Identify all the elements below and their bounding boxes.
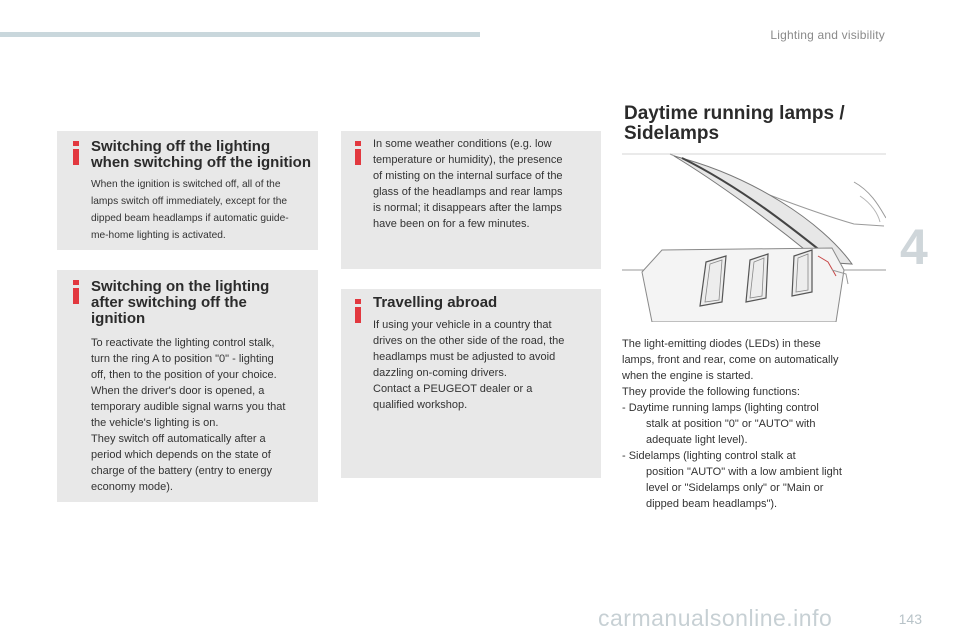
chapter-number: 4 bbox=[900, 219, 928, 275]
info-icon bbox=[73, 141, 81, 167]
info-box-travelling-abroad bbox=[341, 289, 601, 478]
section-title: Lighting and visibility bbox=[770, 28, 885, 42]
rear-lamp-illustration bbox=[622, 152, 886, 322]
watermark: carmanualsonline.info bbox=[598, 605, 833, 631]
info-box-switching-on bbox=[57, 270, 318, 502]
info-icon bbox=[355, 299, 363, 325]
box-title: Switching off the lighting when switching off the ignition bbox=[91, 138, 311, 171]
top-rule bbox=[0, 32, 480, 37]
daytime-lamps-text: The light-emitting diodes (LEDs) in these lamps, front and rear, come on automatically when the engine is started. They provide the following functions: - Daytime running lamps (lighting control stalk at position "0" or "AUTO" with adequate light level). - Sidelamps (lighting control stalk at position "AUTO" with a low ambient light level or "Sidelamps only" or "Main or dipped beam headlamps"). bbox=[622, 338, 842, 510]
page-number: 143 bbox=[898, 611, 922, 627]
box-title: Travelling abroad bbox=[373, 294, 498, 311]
info-box-misting bbox=[341, 131, 601, 269]
box-body: If using your vehicle in a country that drives on the other side of the road, the headlamps must be adjusted to avoid dazzling on-coming drivers. Contact a PEUGEOT dealer or a qualified workshop. bbox=[373, 319, 565, 411]
box-body: In some weather conditions (e.g. low temperature or humidity), the presence of misting on the internal surface of the glass of the headlamps and rear lamps is normal; it disappears after the lamps have been on for a few minutes. bbox=[373, 138, 563, 230]
info-box-switching-off bbox=[57, 131, 318, 250]
box-body: To reactivate the lighting control stalk, turn the ring A to position "0" - lighting off, then to the position of your choice. When the driver's door is opened, a temporary audible signal warns you that the vehicle's lighting is on. They switch off automatically after a period which depends on the state of charge of the battery (entry to energy economy mode). bbox=[91, 337, 286, 493]
info-icon bbox=[73, 280, 81, 306]
box-body: When the ignition is switched off, all of the lamps switch off immediately, except for the dipped beam headlamps if automatic guide- me-home lighting is activated. bbox=[91, 179, 289, 241]
info-icon bbox=[355, 141, 363, 167]
box-title: Switching on the lighting after switching off the ignition bbox=[91, 278, 270, 327]
daytime-lamps-heading: Daytime running lamps / Sidelamps bbox=[624, 103, 845, 144]
